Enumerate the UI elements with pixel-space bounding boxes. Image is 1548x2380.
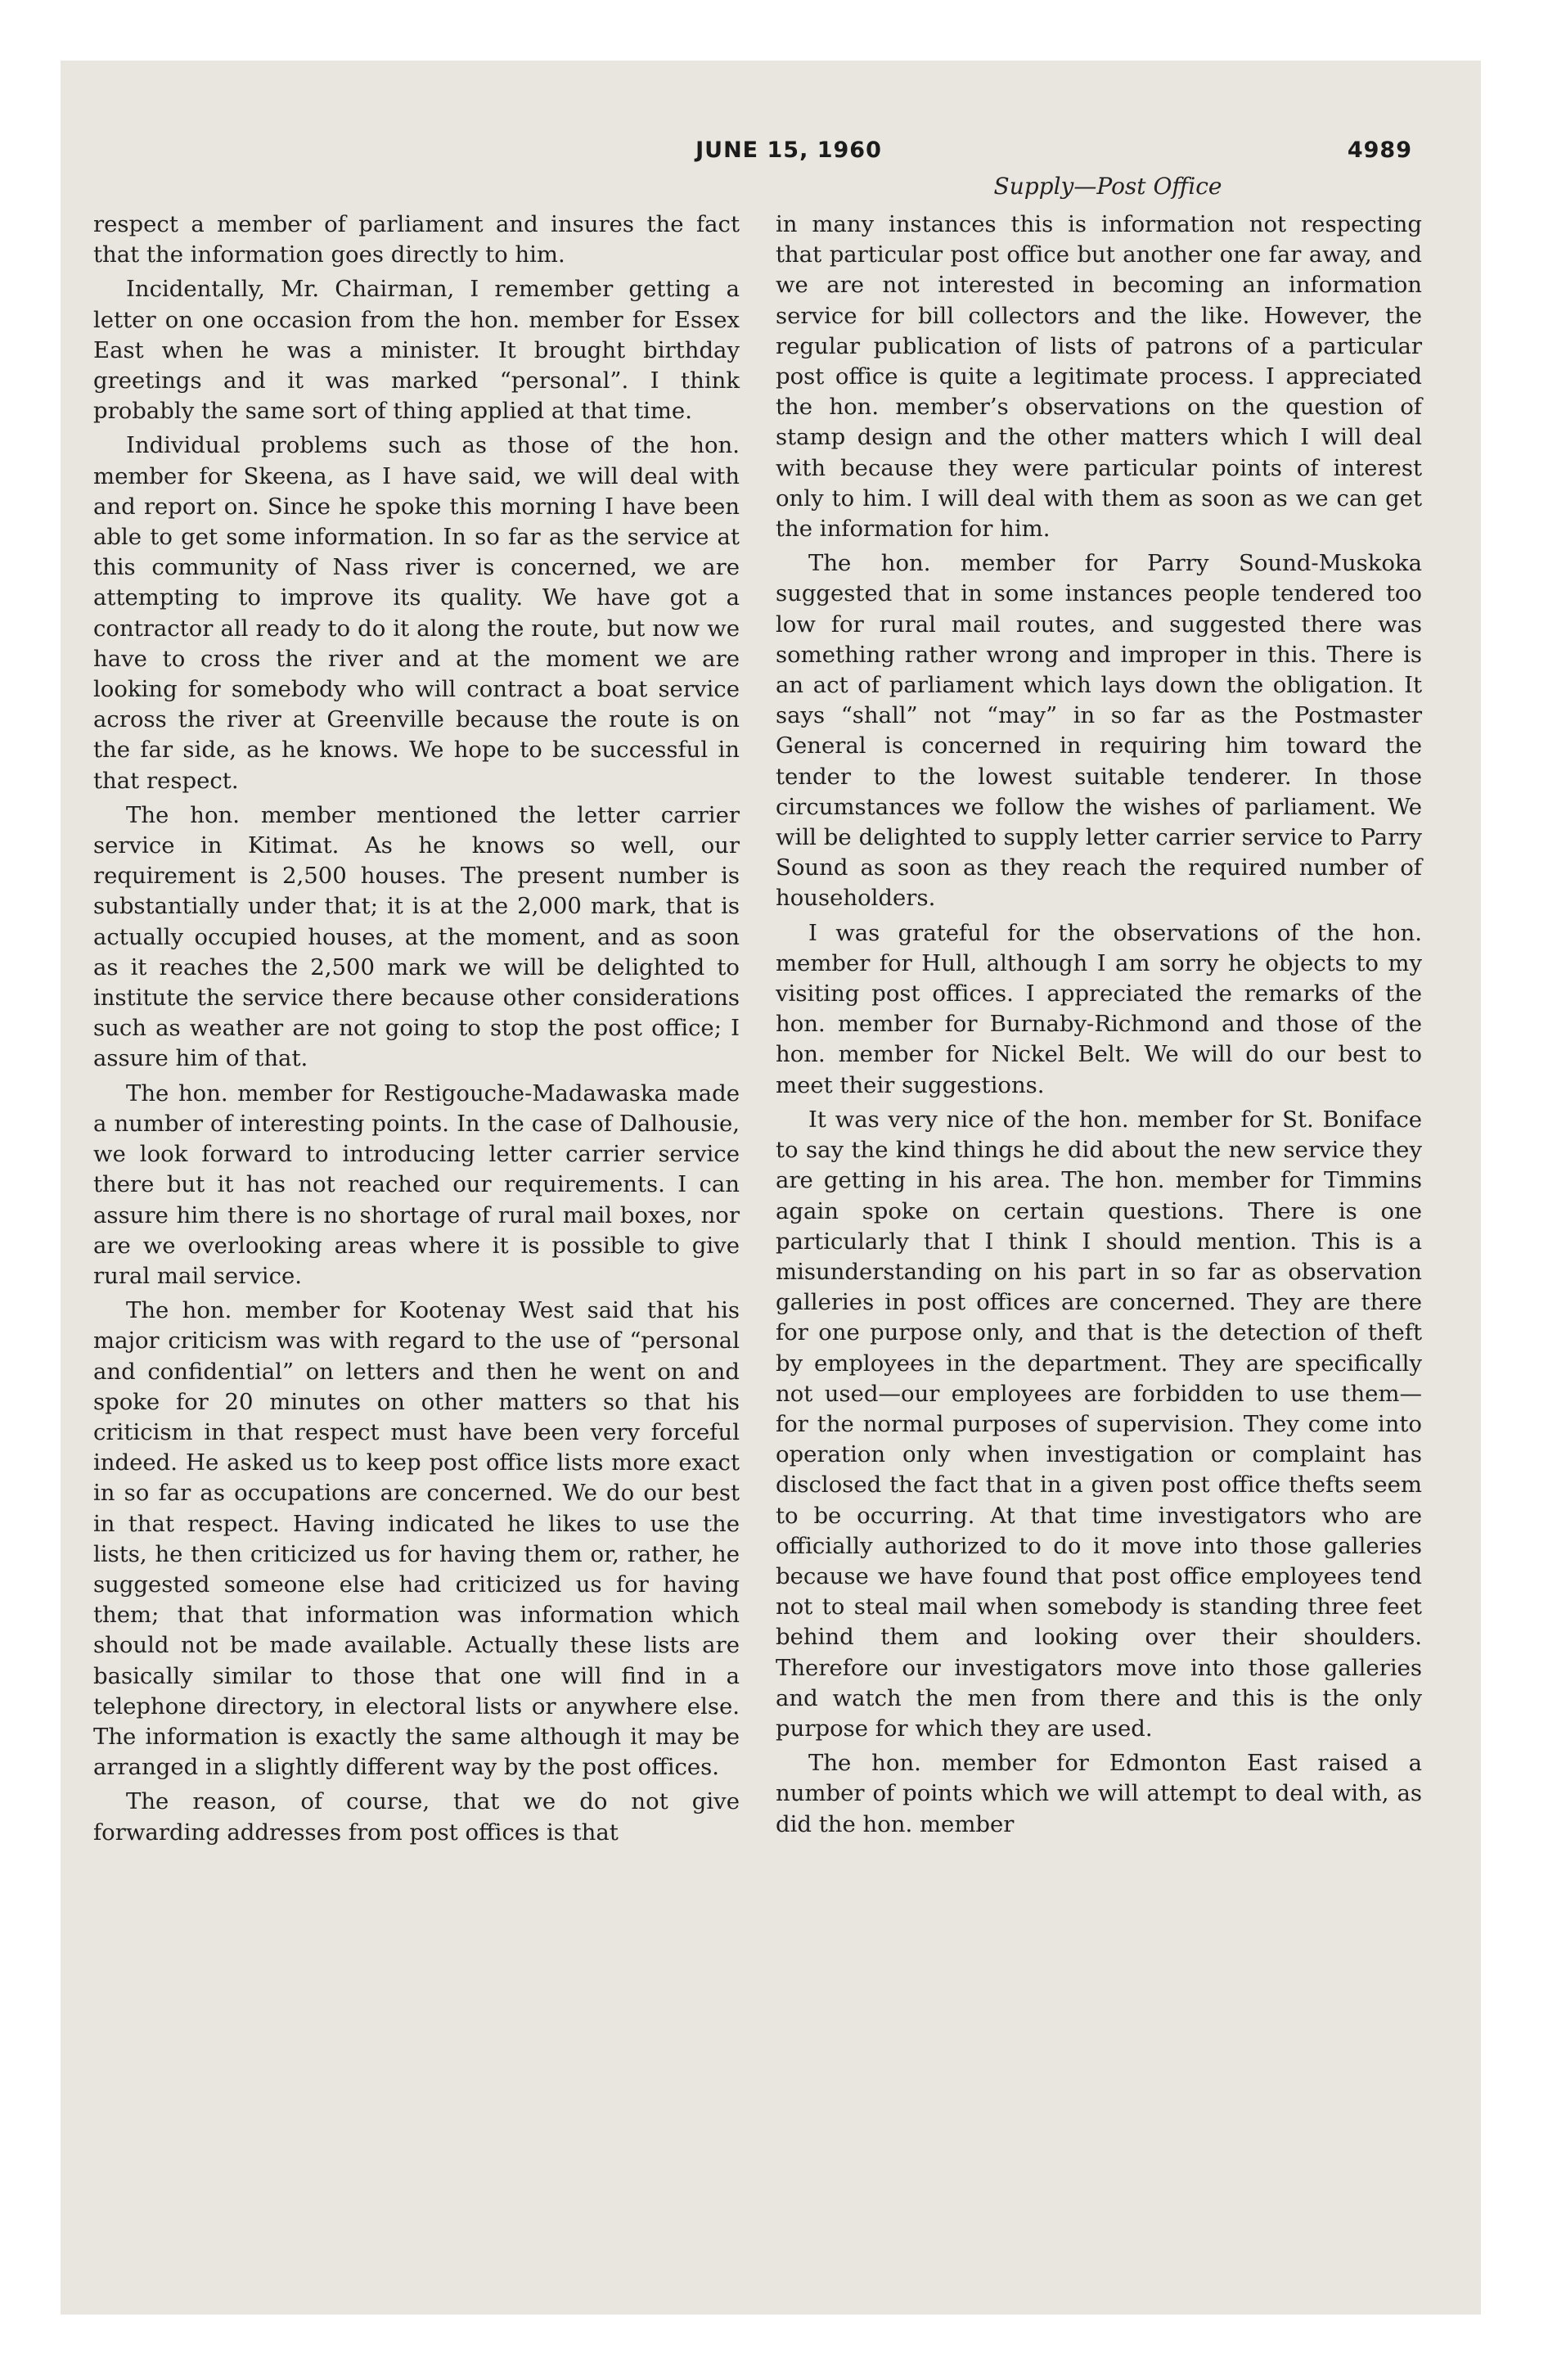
paragraph: The reason, of course, that we do not give forwarding addresses from post offices is that [93, 1788, 740, 1846]
paragraph: The hon. member for Kootenay West said that his major criticism was with regard to the use of “personal and confidential” on letters and then he went on and spoke for 20 minutes on other matters so that his criticism in that respect must have been very forceful indeed. He asked us to keep post office lists more exact in so far as occupations are concerned. We do our best in that respect. Having indicated he likes to use the lists, he then criticized us for having them or, rather, he suggested someone else had criticized us for having them; that that information was information which should not be made available. Actually these lists are basically similar to those that one will find in a telephone directory, in electoral lists or anywhere else. The information is exactly the same although it may be arranged in a slightly different way by the post offices. [93, 1297, 740, 1781]
running-title: Supply—Post Office [993, 173, 1222, 200]
paragraph: The hon. member for Edmonton East raised a number of points which we will attempt to deal with, as did the hon. member [776, 1750, 1422, 1837]
paragraph: It was very nice of the hon. member for St. Boniface to say the kind things he did about the new service they are getting in his area. The hon. member for Timmins again spoke on certain questions. There is one particularly that I think I should mention. This is a misunderstanding on his part in so far as observation galleries in post offices are concerned. They are there for one purpose only, and that is the detection of theft by employees in the department. They are specifically not used—our employees are forbidden to use them—for the normal purposes of supervision. They come into operation only when investigation or complaint has disclosed the fact that in a given post office thefts seem to be occurring. At that time investigators who are officially authorized to do it move into those galleries because we have found that post office employees tend not to steal mail when somebody is standing three feet behind them and looking over their shoulders. Therefore our investigators move into those galleries and watch the men from there and this is the only purpose for which they are used. [776, 1106, 1422, 1742]
paragraph: respect a member of parliament and insures the fact that the information goes directly to him. [93, 211, 740, 268]
document-page [61, 61, 1481, 2315]
paragraph: Incidentally, Mr. Chairman, I remember getting a letter on one occasion from the hon. member for Essex East when he was a minister. It brought birthday greetings and it was marked “personal”. I think probably the same sort of thing applied at that time. [93, 276, 740, 425]
page-header [61, 137, 1481, 174]
page-number: 4989 [1347, 137, 1412, 163]
paragraph: The hon. member mentioned the letter carrier service in Kitimat. As he knows so well, our requirement is 2,500 houses. The present number is substantially under that; it is at the 2,000 mark, that is actually occupied houses, at the moment, and as soon as it reaches the 2,500 mark we will be delighted to institute the service there because other considerations such as weather are not going to stop the post office; I assure him of that. [93, 801, 740, 1072]
paragraph: Individual problems such as those of the hon. member for Skeena, as I have said, we will deal with and report on. Since he spoke this morning I have been able to get some information. In so far as the service at this community of Nass river is concerned, we are attempting to improve its quality. We have got a contractor all ready to do it along the route, but now we have to cross the river and at the moment we are looking for somebody who will contract a boat service across the river at Greenville because the route is on the far side, as he knows. We hope to be successful in that respect. [93, 432, 740, 794]
paragraph: in many instances this is information not respecting that particular post office but another one far away, and we are not interested in becoming an information service for bill collectors and the like. However, the regular publication of lists of patrons of a particular post office is quite a legitimate process. I appreciated the hon. member’s observations on the question of stamp design and the other matters which I will deal with because they were particular points of interest only to him. I will deal with them as soon as we can get the information for him. [776, 211, 1422, 543]
left-column [93, 210, 740, 1848]
paragraph: I was grateful for the observations of the hon. member for Hull, although I am sorry he objects to my visiting post offices. I appreciated the remarks of the hon. member for Burnaby-Richmond and those of the hon. member for Nickel Belt. We will do our best to meet their suggestions. [776, 919, 1422, 1098]
paragraph: The hon. member for Restigouche-Madawaska made a number of interesting points. In the case of Dalhousie, we look forward to introducing letter carrier service there but it has not reached our requirements. I can assure him there is no shortage of rural mail boxes, nor are we overlooking areas where it is possible to give rural mail service. [93, 1080, 740, 1289]
paragraph: The hon. member for Parry Sound-Muskoka suggested that in some instances people tendered too low for rural mail routes, and suggested there was something rather wrong and improper in this. There is an act of parliament which lays down the obligation. It says “shall” not “may” in so far as the Postmaster General is concerned in requiring him toward the tender to the lowest suitable tenderer. In those circumstances we follow the wishes of parliament. We will be delighted to supply letter carrier service to Parry Sound as soon as they reach the required number of householders. [776, 550, 1422, 912]
right-column [776, 210, 1422, 1840]
header-date: JUNE 15, 1960 [695, 137, 882, 163]
